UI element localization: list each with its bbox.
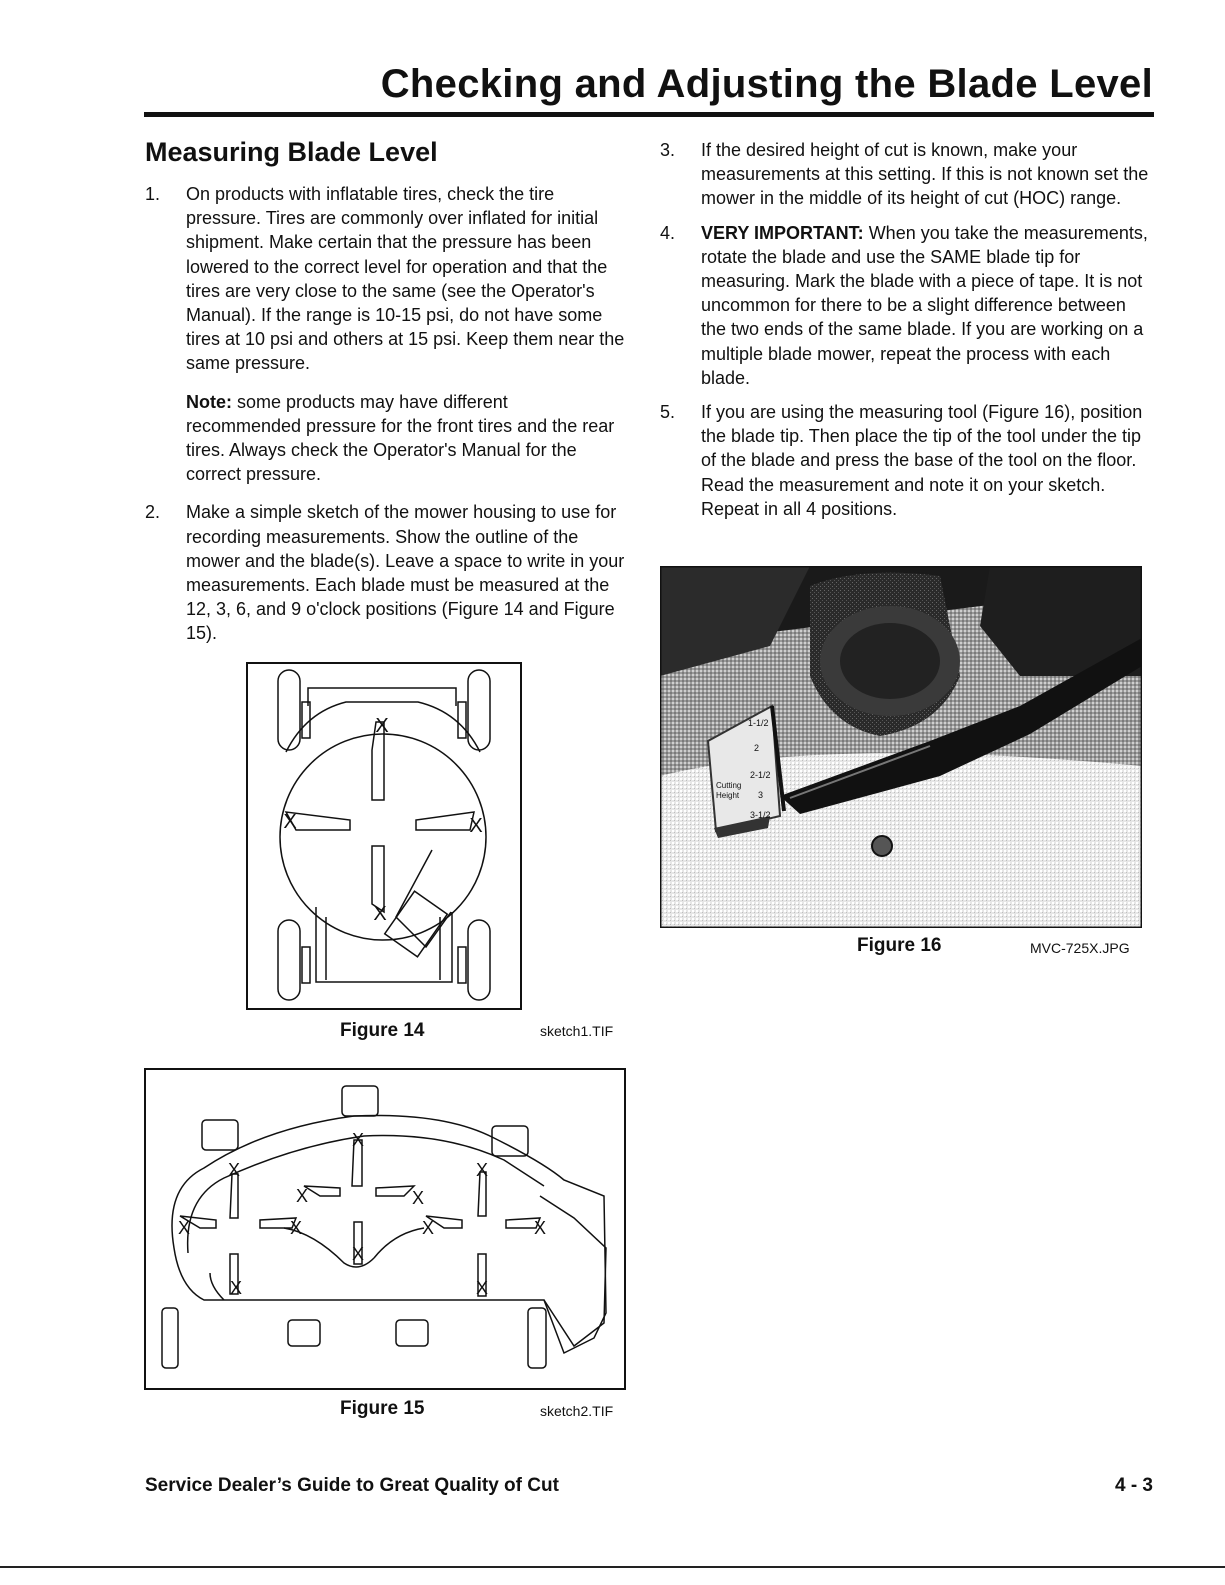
figure-15-filename: sketch2.TIF [540,1403,614,1419]
gauge-title: Cutting [716,781,742,790]
blade-mark-12: X [375,715,389,737]
important-label: VERY IMPORTANT: [701,222,864,243]
gauge-label: 2 [754,743,760,753]
figure-15-sketch [144,1068,626,1390]
step-3 [660,138,1155,211]
page-title: Checking and Adjusting the Blade Level [380,62,1153,106]
blade-mark: X [411,1188,425,1208]
blade-mark: X [475,1278,489,1298]
blade-mark: X [177,1218,191,1238]
step-number: 1. [145,184,161,204]
blade-mark: X [475,1160,489,1180]
blade-mark: X [533,1218,547,1238]
step-1 [145,182,625,376]
step-text: On products with inflatable tires, check the tire pressure. Tires are commonly over inflated for initial shipment. Make certain that the pressure has been lowered to the correct level for operation and that the tires are very close to the same (see the Operator's Manual). If the range is 10-15 psi, do not have some tires at 10 psi and others at 15 psi. Keep them near the same pressure. [186,184,625,374]
step-number: 2. [145,502,161,523]
blade-mark: X [227,1160,241,1180]
blade-mark: X [421,1218,435,1238]
left-column [145,182,625,656]
blade-mark: X [289,1218,303,1238]
step-number: 4. [660,222,676,243]
step-number: 3. [660,140,676,160]
title-rule [144,112,1154,117]
blade-mark-6: X [373,903,387,925]
gauge-label: 1-1/2 [748,718,769,728]
bottom-rule [0,1566,1225,1568]
step-text: If the desired height of cut is known, make your measurements at this setting. If this is not known set the mower in the middle of its height of cut (HOC) range. [701,140,1149,209]
blade-mark-3: X [469,815,483,837]
blade-mark: X [351,1244,365,1264]
figure-14-caption: Figure 14 [340,1020,425,1041]
note [186,390,625,487]
right-column [660,138,1155,531]
step-5 [660,400,1155,521]
step-text: If you are using the measuring tool (Figure 16), position the blade tip. Then place the tip of the tool under the tip of the blade and press the base of the tool on the floor. Read the measurement and note it on your sketch. Repeat in all 4 positions. [701,402,1143,519]
step-text: When you take the measurements, rotate the blade and use the SAME blade tip for measuring. Mark the blade with a piece of tape. It is not uncommon for there to be a slight difference between the two ends of the same blade. If you are working on a multiple blade mower, repeat the process with each blade. [701,222,1148,388]
blade-mark-9: X [283,811,297,833]
figure-14-filename: sketch1.TIF [540,1023,614,1039]
figure-15-caption: Figure 15 [340,1398,425,1419]
gauge-label: 3-1/2 [750,810,771,820]
step-text: Make a simple sketch of the mower housing to use for recording measurements. Show the outline of the mower and the blade(s). Leave a space to write in your measurements. Each blade must be measured at the 12, 3, 6, and 9 o'clock positions (Figure 14 and Figure 15). [186,502,625,644]
note-label: Note: [186,391,232,412]
step-2 [145,500,625,645]
figure-16-filename: MVC-725X.JPG [1030,940,1130,956]
gauge-label: 2-1/2 [750,770,771,780]
figure-16-caption: Figure 16 [857,935,942,956]
footer-page-number: 4 - 3 [1114,1475,1153,1496]
figure-14-sketch [246,662,522,1010]
note-text: some products may have different recommended pressure for the front tires and the rear tires. Always check the Operator's Manual for the correct pressure. [186,391,615,485]
blade-mark: X [295,1186,309,1206]
step-4 [660,221,1155,390]
gauge-title: Height [716,791,740,800]
section-heading: Measuring Blade Level [145,137,438,167]
figure-16-photo [660,566,1142,928]
footer-guide-title: Service Dealer’s Guide to Great Quality of Cut [145,1475,559,1496]
gauge-label: 3 [758,790,764,800]
step-number: 5. [660,402,676,423]
blade-mark: X [229,1278,243,1298]
blade-mark: X [351,1130,365,1150]
